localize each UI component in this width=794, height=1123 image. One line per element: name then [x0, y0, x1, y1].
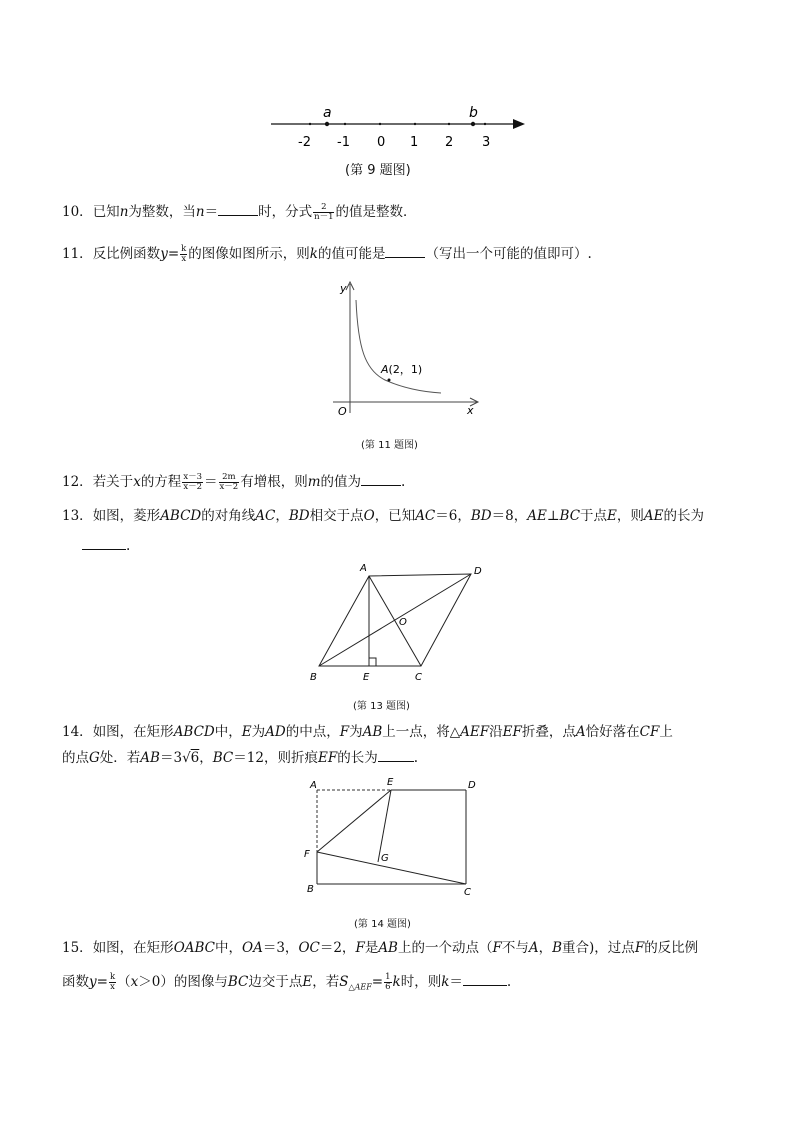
fig11-hyperbola-curve: [356, 300, 441, 393]
fig11-point-letter: A: [381, 363, 389, 376]
fig11-graph: [325, 278, 485, 420]
q15-text: 时，则: [400, 974, 442, 990]
q14-var: CF: [639, 724, 660, 740]
q12-text: 若关于: [92, 474, 134, 490]
fig14-label: G: [381, 853, 389, 864]
q14-var: BC: [212, 750, 234, 766]
q15-var: AB: [378, 940, 398, 956]
question-14-line2: [62, 747, 418, 769]
fig9-arrow-icon: [513, 119, 525, 129]
fig9-tick-dot: [379, 123, 381, 125]
q15-text: =: [371, 974, 384, 990]
q15-fraction: [109, 973, 116, 992]
fig14-label: F: [304, 849, 310, 860]
q12-fraction-left: [182, 473, 203, 492]
q14-text: 的长为: [337, 750, 378, 766]
q11-text: 的值可能是: [317, 246, 386, 262]
q15-text: ＝3，: [262, 940, 299, 956]
q12-var: x: [133, 474, 141, 490]
q11-var: k: [309, 246, 318, 262]
q13-text: 相交于点: [309, 508, 364, 524]
q14-var: ABCD: [173, 724, 215, 740]
fig14-label: B: [307, 884, 314, 895]
q13-var: BC: [559, 508, 581, 524]
q11-text: 的图像如图所示，则: [188, 246, 310, 262]
q14-text: 如图，在矩形: [92, 724, 174, 740]
q13-var: AC: [255, 508, 276, 524]
fig14-crease-ef: [317, 790, 391, 852]
q14-number: 14．: [62, 724, 93, 740]
fig11-caption: (第 11 题图): [361, 440, 418, 451]
q13-var: BD: [288, 508, 310, 524]
question-10: [62, 201, 416, 223]
fig13-label: E: [363, 672, 370, 683]
q13-var: BD: [470, 508, 492, 524]
fig9-point-a: [325, 122, 329, 126]
fig14-label: C: [464, 887, 471, 898]
fig14-label: E: [387, 777, 394, 788]
q11-answer-blank[interactable]: [385, 257, 425, 258]
q15-text: （: [117, 974, 131, 990]
q14-text: 为: [349, 724, 363, 740]
q13-text: ＝6，: [435, 508, 471, 524]
q10-fraction: [313, 203, 334, 222]
q14-var: AEF: [460, 724, 490, 740]
q15-var: B: [552, 940, 563, 956]
q12-text: 有增根，则: [240, 474, 308, 490]
q13-var: AC: [415, 508, 436, 524]
fig14-segment-eg: [378, 790, 391, 862]
q11-fraction: [180, 245, 187, 264]
fig11-point-a: [388, 379, 391, 382]
q10-text: 的值是整数．: [335, 204, 417, 220]
fig11-x-label: x: [467, 404, 474, 417]
q13-text: ，则: [616, 508, 644, 524]
fig13-label: O: [399, 617, 407, 628]
q13-text: 的长为: [663, 508, 705, 524]
q10-text: 时，分式: [258, 204, 313, 220]
q13-text: ，已知: [374, 508, 416, 524]
q15-var: OABC: [173, 940, 216, 956]
fig9-tick-dot: [448, 123, 450, 125]
q15-var: y: [89, 974, 97, 990]
fig9-tick-dot: [309, 123, 311, 125]
fig14-label: D: [468, 780, 476, 791]
q15-text: 重合)，过点: [562, 940, 635, 956]
q15-text: 函数: [62, 974, 89, 990]
q14-var: AD: [265, 724, 286, 740]
q14-text: 上: [659, 724, 673, 740]
q14-text: 的点: [62, 750, 89, 766]
question-14: [62, 721, 673, 743]
q10-text: 为整数，当: [128, 204, 196, 220]
fig9-caption: (第 9 题图): [345, 163, 411, 178]
fig14-caption: (第 14 题图): [354, 919, 411, 930]
q14-answer-blank[interactable]: [378, 761, 414, 762]
q12-frac-den: x－2: [183, 482, 203, 492]
q15-var: E: [302, 974, 313, 990]
q14-text: 上一点，将△: [382, 724, 461, 740]
q12-answer-blank[interactable]: [361, 485, 401, 486]
q15-var: F: [634, 940, 645, 956]
question-15: [62, 937, 698, 959]
q15-text: ＞0）的图像与: [138, 974, 228, 990]
q11-frac-den: x: [181, 254, 187, 264]
q10-var: n: [195, 204, 205, 220]
fig13-label: D: [474, 566, 482, 577]
q14-var: EF: [502, 724, 522, 740]
q10-text: 已知: [92, 204, 120, 220]
fig9-label-b: b: [469, 105, 478, 121]
fig9-tick-dot: [484, 123, 486, 125]
q10-frac-den: n－1: [314, 212, 334, 222]
q15-var: A: [528, 940, 539, 956]
fig9-tick-dot: [344, 123, 346, 125]
question-13-line2: [82, 535, 130, 557]
q10-text: ＝: [204, 204, 219, 220]
q14-sqrt-radicand: 6: [190, 750, 200, 766]
q15-text: ＝2，: [319, 940, 356, 956]
q10-number: 10．: [62, 204, 93, 220]
question-12: [62, 471, 405, 493]
q10-frac-num: 2: [313, 203, 334, 213]
q15-area-symbol: S: [339, 974, 349, 990]
q12-frac-den: x－2: [219, 482, 239, 492]
q15-answer-blank[interactable]: [463, 985, 507, 986]
q10-var: n: [119, 204, 129, 220]
q13-var: E: [607, 508, 617, 524]
q12-fraction-right: [219, 473, 240, 492]
q12-frac-num: x－3: [183, 472, 203, 482]
q13-text: .: [126, 538, 131, 554]
q15-text: 是: [364, 940, 379, 956]
q13-text: 于点: [580, 508, 608, 524]
q13-text: ⊥: [546, 508, 560, 524]
q15-text: 的反比例: [644, 940, 699, 956]
q15-text: 中，: [215, 940, 243, 956]
q11-text: =: [167, 246, 180, 262]
q11-var: y: [160, 246, 168, 262]
q13-text: 如图，菱形: [92, 508, 161, 524]
q13-var: AE: [643, 508, 664, 524]
q15-fraction-sixth: [384, 973, 391, 992]
q12-text: 的值为: [320, 474, 362, 490]
fig11-point-coords: (2，1): [388, 363, 423, 376]
fig9-number-line: [265, 100, 535, 152]
q14-var: F: [339, 724, 350, 740]
q14-text: ＝3: [159, 750, 183, 766]
q15-var: F: [355, 940, 365, 956]
q15-text: 不与: [501, 940, 529, 956]
q14-var: A: [575, 724, 586, 740]
fig13-right-angle-mark: [369, 658, 376, 666]
q15-frac-den: x: [110, 982, 115, 992]
q12-frac-num: 2m: [219, 473, 240, 483]
q13-text: ，: [275, 508, 289, 524]
q15-var: x: [130, 974, 139, 990]
q15-var: k: [441, 974, 450, 990]
q12-text: .: [401, 474, 406, 490]
fig13-label: C: [415, 672, 422, 683]
q11-text: 反比例函数: [92, 246, 161, 262]
question-13: [62, 505, 704, 527]
q14-text: 折叠，点: [521, 724, 576, 740]
fig9-tick-label: 3: [482, 135, 491, 150]
q15-text: 如图，在矩形: [92, 940, 174, 956]
fig14-segment-fc: [317, 852, 466, 884]
q11-text: （写出一个可能的值即可）.: [425, 246, 592, 262]
fig9-label-a: a: [323, 105, 332, 121]
q15-frac-den: 6: [385, 982, 391, 992]
fig14-rectangle: [298, 774, 498, 900]
fig13-label: B: [310, 672, 317, 683]
q11-frac-num: k: [181, 244, 187, 254]
q14-var: EF: [317, 750, 338, 766]
q11-number: 11．: [62, 246, 93, 262]
q15-area-subscript: △AEF: [348, 982, 372, 992]
question-11: [62, 243, 592, 265]
fig13-label: A: [360, 563, 367, 574]
q14-var: E: [241, 724, 252, 740]
fig13-rhombus: [305, 558, 505, 686]
q14-text: ＝12，则折痕: [233, 750, 318, 766]
q14-text: 恰好落在: [585, 724, 640, 740]
q14-text: 的中点，: [285, 724, 340, 740]
q12-number: 12．: [62, 474, 93, 490]
question-15-line2: [62, 971, 511, 999]
q14-text: ，: [199, 750, 213, 766]
q12-text: ＝: [204, 474, 218, 490]
q15-text: ＝: [449, 974, 463, 990]
q14-var: AB: [140, 750, 160, 766]
q15-text: =: [96, 974, 108, 990]
q15-var: OA: [242, 940, 263, 956]
q14-var: AB: [362, 724, 383, 740]
q15-var: k: [392, 974, 401, 990]
fig14-label: A: [310, 780, 317, 791]
fig9-point-b: [471, 122, 475, 126]
fig11-origin-label: O: [338, 405, 347, 418]
q14-sqrt: √6: [182, 750, 200, 766]
fig13-diagonal-ac: [369, 576, 421, 666]
fig11-point-label: [380, 363, 422, 376]
fig9-tick-label: -1: [337, 135, 350, 150]
q14-var: G: [89, 750, 100, 766]
fig13-caption: (第 13 题图): [353, 701, 410, 712]
q13-var: O: [363, 508, 375, 524]
q14-text: 沿: [489, 724, 503, 740]
fig9-tick-label: 1: [410, 135, 419, 150]
q14-text: 处．若: [99, 750, 141, 766]
q12-text: 的方程: [140, 474, 182, 490]
q15-text: .: [506, 974, 512, 990]
q14-text: 为: [251, 724, 266, 740]
q13-answer-blank[interactable]: [82, 549, 126, 550]
fig9-tick-label: 2: [445, 135, 454, 150]
q13-text: ＝8，: [491, 508, 528, 524]
q13-var: AE: [527, 508, 547, 524]
q13-var: ABCD: [160, 508, 202, 524]
q15-text: 上的一个动点（: [397, 940, 493, 956]
q15-var: BC: [227, 974, 249, 990]
q14-text: 中，: [214, 724, 242, 740]
q14-text: .: [413, 750, 418, 766]
q12-var: m: [307, 474, 321, 490]
fig9-tick-label: 0: [377, 135, 386, 150]
q15-frac-num: k: [109, 972, 116, 982]
fig13-diagonal-bd: [319, 574, 471, 666]
q15-frac-num: 1: [385, 972, 391, 982]
q15-var: OC: [298, 940, 320, 956]
q10-answer-blank[interactable]: [218, 215, 258, 216]
q15-text: ，若: [312, 974, 340, 990]
q15-text: ，: [538, 940, 553, 956]
q15-number: 15．: [62, 940, 93, 956]
q15-var: F: [492, 940, 502, 956]
q13-number: 13．: [62, 508, 93, 524]
q13-text: 的对角线: [201, 508, 256, 524]
fig11-y-label: y: [340, 282, 347, 295]
fig9-tick-dot: [414, 123, 416, 125]
q15-text: 边交于点: [248, 974, 303, 990]
fig9-tick-label: -2: [298, 135, 311, 150]
